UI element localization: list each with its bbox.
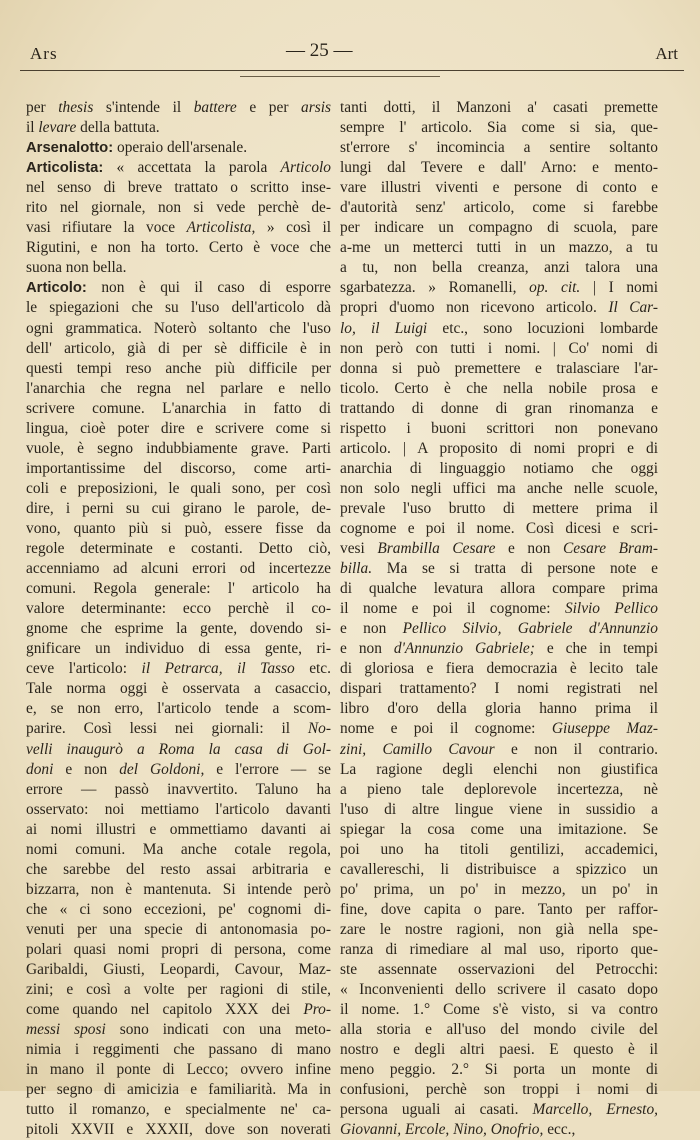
italic-text: thesis	[58, 99, 94, 116]
text-run: e l'errore — se	[204, 760, 332, 778]
italic-text: Silvio Pellico	[564, 600, 658, 618]
text-line	[26, 178, 331, 198]
text-run: il	[26, 119, 39, 137]
text-run: persona uguali ai casati.	[340, 1101, 533, 1119]
text-line	[340, 539, 658, 559]
text-line	[340, 319, 658, 339]
text-line	[26, 158, 331, 178]
text-run: in mano il ponte di Lecco; ovvero infine	[26, 1061, 331, 1079]
text-run: l'anarchia che regna nel parlare e nello	[26, 379, 331, 397]
text-run: ste assennate osservazioni del Petrocchi:	[340, 961, 658, 979]
text-line	[340, 439, 658, 459]
text-run: per segno di amicizia e familiarità. Ma in	[26, 1081, 331, 1099]
text-line	[340, 1040, 658, 1060]
text-line	[340, 479, 658, 499]
text-run: confusioni, perchè son troppi i nomi di	[340, 1081, 658, 1099]
entry-headword: Articolista:	[26, 160, 104, 177]
text-line	[26, 359, 331, 379]
italic-text: velli inaugurò a Roma la casa di Gol-	[26, 740, 331, 758]
entry-headword: Arsenalotto:	[26, 140, 114, 157]
text-run: regole determinate e costanti. Detto ciò,	[26, 540, 331, 558]
text-line	[26, 659, 331, 679]
text-line	[26, 459, 331, 479]
text-line	[340, 258, 658, 278]
text-run: le spiegazioni che su l'uso dell'articolo dà	[26, 299, 331, 317]
text-run: La ragione degli elenchi non giustifica	[340, 760, 658, 778]
text-line	[26, 1000, 331, 1020]
text-run: etc., sono locuzioni lombarde	[427, 319, 658, 337]
text-line	[340, 1120, 658, 1140]
text-line	[340, 359, 658, 379]
text-run: dell' articolo, già di per sè difficile è in	[26, 339, 331, 357]
text-run: prevale l'uso brutto di mettere prima il	[340, 499, 658, 517]
italic-text: levare	[38, 119, 77, 137]
italic-text: Giuseppe Maz-	[551, 720, 658, 738]
text-line	[340, 619, 658, 639]
text-run: zare le nostre ragioni, non già nella spe-	[340, 920, 658, 938]
text-run: di gloriosa e fiera democrazia è lecito tale	[340, 660, 658, 678]
text-run: l'uso di altre lingue viene in sussidio a	[340, 800, 658, 818]
text-line	[340, 860, 658, 880]
italic-text: arsis	[301, 99, 331, 116]
text-run: tutto il romanzo, e specialmente ne' ca-	[26, 1101, 331, 1119]
text-run: non però con tutti i nomi. | Co' nomi di	[340, 339, 658, 357]
text-run: vono, quanto più si può, essere fisse da	[26, 519, 331, 537]
text-run: errore — passò inavvertito. Taluno ha	[26, 780, 331, 798]
text-line	[340, 719, 658, 739]
text-line	[340, 238, 658, 258]
text-run: cognome e poi il nome. Così dicesi e scri-	[340, 519, 658, 537]
text-line	[26, 820, 331, 840]
text-line	[340, 1000, 658, 1020]
text-run: che sarebbe del resto assai arbitraria e	[26, 860, 331, 878]
text-run: ceve l'articolo:	[26, 660, 142, 678]
text-run: s'intende il	[93, 99, 194, 116]
header-rule-inner	[240, 76, 440, 77]
text-line	[26, 920, 331, 940]
italic-text: messi sposi	[26, 1021, 106, 1039]
text-run: gnificare un individuo di essa gente, ri-	[26, 640, 331, 658]
text-run: st'errore s' incomincia a sentire soltanto	[340, 139, 658, 157]
text-run: ranza di rimediare al mal uso, riporto que-	[340, 940, 658, 958]
text-run: nomi comuni. Ma anche cotale regola,	[26, 840, 331, 858]
text-run: Tale norma oggi è osservata a casaccio,	[26, 680, 331, 698]
text-run: anarchia di linguaggio notiamo che oggi	[340, 459, 658, 477]
text-line	[26, 800, 331, 820]
text-run: il nome. 1.° Come s'è visto, si va contro	[340, 1001, 658, 1019]
text-run: parire. Così lessi nei giornali: il	[26, 720, 308, 738]
text-line	[26, 579, 331, 599]
text-line	[340, 740, 658, 760]
text-run: vuole, è segno indubbiamente grave. Parti	[26, 439, 331, 457]
text-run: non è qui il caso di esporre	[86, 279, 331, 297]
italic-text: Marcello, Ernesto,	[532, 1101, 658, 1119]
text-run: e non	[495, 540, 564, 558]
text-line	[340, 840, 658, 860]
text-line	[340, 499, 658, 519]
text-run: cavallereschi, li distribuisce a spizzico un	[340, 860, 658, 878]
text-run: Ma se si tratta di persone note e	[372, 560, 658, 578]
text-line	[26, 319, 331, 339]
text-line	[340, 519, 658, 539]
text-run: nimia i reggimenti che passano di mano	[26, 1041, 331, 1059]
text-line	[26, 880, 331, 900]
text-line	[26, 1040, 331, 1060]
text-line	[26, 760, 331, 780]
text-run: alla storia e all'uso del mondo civile del	[340, 1021, 658, 1039]
text-run: e non il contrario.	[494, 740, 658, 758]
text-line	[340, 379, 658, 399]
text-run: vesi	[340, 540, 378, 558]
text-run: poi uno ha titoli gentilizi, accademici,	[340, 840, 658, 858]
text-run: accenniamo ad alcuni errori od incertezze	[26, 560, 331, 578]
italic-text: lo, il Luigi	[340, 319, 428, 337]
text-line	[340, 800, 658, 820]
text-line	[340, 1020, 658, 1040]
text-line	[26, 960, 331, 980]
text-line	[26, 1020, 331, 1040]
text-line	[26, 298, 331, 318]
italic-text: Articolo	[280, 159, 331, 177]
text-run: questi tempi reso anche più difficile per	[26, 359, 331, 377]
text-line	[26, 419, 331, 439]
italic-text: Giovanni, Ercole, Nino, Onofrio,	[340, 1121, 544, 1139]
entry-headword: Articolo:	[26, 280, 87, 297]
text-line	[26, 639, 331, 659]
text-line	[340, 158, 658, 178]
italic-text: op. cit.	[529, 279, 581, 297]
text-run: nome e poi il cognome:	[340, 720, 552, 738]
header-left-guideword: Ars	[30, 44, 58, 63]
text-run: | I nomi	[580, 279, 658, 297]
text-line	[26, 138, 331, 158]
text-line	[26, 218, 331, 238]
text-run: a pieno tale deplorevole incertezza, nè	[340, 780, 658, 798]
italic-text: zini, Camillo Cavour	[340, 740, 495, 758]
text-run: lungi dal Tevere e dall' Arno: e mento-	[340, 159, 658, 177]
text-line	[26, 980, 331, 1000]
text-line	[26, 278, 331, 298]
text-run: lingua, cioè poter dire e scrivere come si	[26, 419, 331, 437]
text-line	[26, 840, 331, 860]
text-run: che « ci sono eccezioni, pe' cognomi di-	[26, 900, 331, 918]
text-line	[340, 699, 658, 719]
text-run: fine, dove capita o pare. Tanto per raffor-	[340, 900, 658, 918]
text-run: sgarbatezza. » Romanelli,	[340, 279, 530, 297]
text-line	[340, 639, 658, 659]
text-run: comuni. Regola generale: l' articolo ha	[26, 580, 331, 598]
text-run: propri d'uomo non ricevono articolo.	[340, 299, 609, 317]
italic-text: Articolista,	[186, 219, 256, 237]
text-line	[340, 178, 658, 198]
text-run: importantissime del discorso, come arti-	[26, 459, 331, 477]
text-line	[340, 579, 658, 599]
text-line	[26, 339, 331, 359]
text-line	[340, 298, 658, 318]
italic-text: il Petrarca, il Tasso	[141, 660, 295, 678]
text-line	[340, 940, 658, 960]
text-run: e, se non erro, l'articolo tende a scom-	[26, 700, 331, 718]
text-run: Garibaldi, Giusti, Leopardi, Cavour, Maz-	[26, 961, 331, 979]
text-run: della battuta.	[76, 119, 160, 137]
text-run: gnome che esprime la gente, dovendo si-	[26, 620, 331, 638]
text-line	[340, 960, 658, 980]
text-line	[340, 920, 658, 940]
text-run: e che in tempi	[534, 640, 658, 658]
text-run: non solo negli uffici ma anche nelle scuole,	[340, 479, 658, 497]
text-line	[26, 900, 331, 920]
text-run: valore determinante: ecco perchè il co-	[26, 600, 331, 618]
page-number: — 25 —	[286, 40, 353, 61]
text-line	[340, 820, 658, 840]
text-run: di qualche levatura allora compare prima	[340, 580, 658, 598]
text-run: po' prima, un po' in mezzo, un po' in	[340, 880, 658, 898]
text-run: « Inconvenienti dello scrivere il casato dopo	[340, 981, 658, 999]
text-line	[340, 880, 658, 900]
text-run: dire, i perni su cui girano le parole, de-	[26, 499, 331, 517]
text-line	[26, 740, 331, 760]
text-run: osservato: noi mettiamo l'articolo davanti	[26, 800, 331, 818]
text-line	[340, 659, 658, 679]
text-line	[26, 699, 331, 719]
text-line	[26, 599, 331, 619]
text-run: vasi rifiutare la voce	[26, 219, 187, 237]
text-line	[26, 499, 331, 519]
text-line	[340, 559, 658, 579]
italic-text: Pro-	[303, 1001, 331, 1019]
italic-text: doni	[26, 760, 54, 778]
text-line	[340, 760, 658, 780]
text-run: rito nel giornale, non si vede perchè de-	[26, 199, 331, 217]
text-line	[26, 1080, 331, 1100]
text-run: spiegar la cosa come una imitazione. Se	[340, 820, 658, 838]
text-line	[340, 118, 658, 138]
text-line	[26, 619, 331, 639]
text-line	[340, 98, 658, 118]
text-line	[340, 278, 658, 298]
text-line	[26, 719, 331, 739]
text-run: per	[26, 99, 59, 116]
text-line	[26, 940, 331, 960]
text-line	[26, 539, 331, 559]
text-line	[26, 439, 331, 459]
text-run: vare illustri viventi e persone di conto e	[340, 179, 658, 197]
text-line	[340, 1080, 658, 1100]
text-line	[340, 419, 658, 439]
text-line	[340, 339, 658, 359]
text-run: Rigutini, e non ha torto. Certo è voce che	[26, 239, 331, 257]
text-line	[26, 118, 331, 138]
text-line	[26, 479, 331, 499]
text-line	[26, 98, 331, 118]
text-line	[26, 1120, 331, 1140]
text-line	[26, 519, 331, 539]
text-run: e per	[236, 99, 302, 116]
text-line	[340, 198, 658, 218]
text-line	[340, 900, 658, 920]
text-run: etc.	[294, 660, 331, 678]
text-line	[26, 679, 331, 699]
text-run: sempre l' articolo. Sia come si sia, que-	[340, 119, 658, 137]
text-run: « accettata la parola	[103, 159, 281, 177]
text-run: coli e preposizioni, le quali sono, per così	[26, 479, 331, 497]
text-line	[340, 1100, 658, 1120]
text-line	[340, 780, 658, 800]
text-run: ai nomi illustri e ommettiamo davanti ai	[26, 820, 331, 838]
text-run: operaio dell'arsenale.	[113, 139, 248, 157]
text-column-right	[340, 98, 658, 1140]
text-run: per indicare un compagno di scuola, pare	[340, 219, 658, 237]
italic-text: del Goldoni,	[119, 760, 205, 778]
italic-text: Cesare Bram-	[563, 540, 658, 558]
text-run: suona non bella.	[26, 259, 127, 277]
text-line	[26, 1100, 331, 1120]
text-line	[340, 399, 658, 419]
running-header	[20, 40, 690, 70]
italic-text: battere	[193, 99, 237, 116]
text-run: venuti per una specie di antonomasia po-	[26, 920, 331, 938]
text-run: ogni grammatica. Noterò soltanto che l'uso	[26, 319, 331, 337]
italic-text: d'Annunzio Gabriele;	[393, 640, 535, 658]
text-run: nostro e degli altri paesi. E questo è il	[340, 1041, 658, 1059]
text-line	[340, 980, 658, 1000]
text-run: ecc.,	[543, 1121, 576, 1139]
text-run: ticolo. Certo è che nella nobile prosa e	[340, 379, 658, 397]
text-run: e non	[340, 620, 403, 638]
text-run: dispari trattamento? I nomi registrati nel	[340, 680, 658, 698]
italic-text: Brambilla Cesare	[377, 540, 496, 558]
text-line	[340, 459, 658, 479]
text-run: donna si può premettere e tralasciare l'ar-	[340, 359, 658, 377]
text-run: nel senso di breve trattato o scritto inse-	[26, 179, 331, 197]
text-line	[26, 1060, 331, 1080]
text-run: scrivere comune. L'anarchia in fatto di	[26, 399, 331, 417]
text-line	[26, 860, 331, 880]
text-line	[340, 599, 658, 619]
header-rule	[20, 70, 684, 71]
text-run: libro d'oro della gloria hanno prima il	[340, 700, 658, 718]
italic-text: Pellico Silvio, Gabriele d'Annunzio	[402, 620, 658, 638]
text-run: trattando di donne di gran rinomanza e	[340, 399, 658, 417]
text-line	[340, 1060, 658, 1080]
text-line	[26, 258, 331, 278]
text-line	[26, 379, 331, 399]
text-run: polari quasi nomi propri di persona, come	[26, 940, 331, 958]
text-run: a-me un metterci tutti in un mazzo, a tu	[340, 239, 658, 257]
text-run: e non	[340, 640, 394, 658]
text-run: il nome e poi il cognome:	[340, 600, 565, 618]
text-run: d'autorità senz' articolo, come si farebbe	[340, 199, 658, 217]
text-run: tanti dotti, il Manzoni a' casati premette	[340, 99, 658, 116]
text-line	[340, 679, 658, 699]
italic-text: No-	[307, 720, 331, 738]
text-run: rispetto i buoni scrittori non ponevano	[340, 419, 658, 437]
text-run: zini; e così a volte per ragioni di stile,	[26, 981, 331, 999]
text-run: » così il	[255, 219, 331, 237]
italic-text: billa.	[340, 560, 373, 578]
text-run: articolo. | A proposito di nomi propri e di	[340, 439, 658, 457]
text-run: sono indicati con una meto-	[105, 1021, 331, 1039]
text-run: bizzarra, non è mantenuta. Si intende però	[26, 880, 331, 898]
text-run: a tu, non bella creanza, anzi talora una	[340, 259, 658, 277]
text-run: meno peggio. 2.° Si porta un monte di	[340, 1061, 658, 1079]
header-right-guideword: Art	[655, 44, 678, 63]
text-line	[340, 218, 658, 238]
text-run: come quando nel capitolo XXX dei	[26, 1001, 304, 1019]
text-line	[340, 138, 658, 158]
text-line	[26, 238, 331, 258]
text-line	[26, 399, 331, 419]
text-run: e non	[53, 760, 120, 778]
text-run: pitoli XXVII e XXXII, dove son noverati	[26, 1121, 331, 1139]
text-line	[26, 559, 331, 579]
italic-text: Il Car-	[608, 299, 658, 317]
text-column-left	[26, 98, 331, 1140]
text-line	[26, 198, 331, 218]
text-line	[26, 780, 331, 800]
